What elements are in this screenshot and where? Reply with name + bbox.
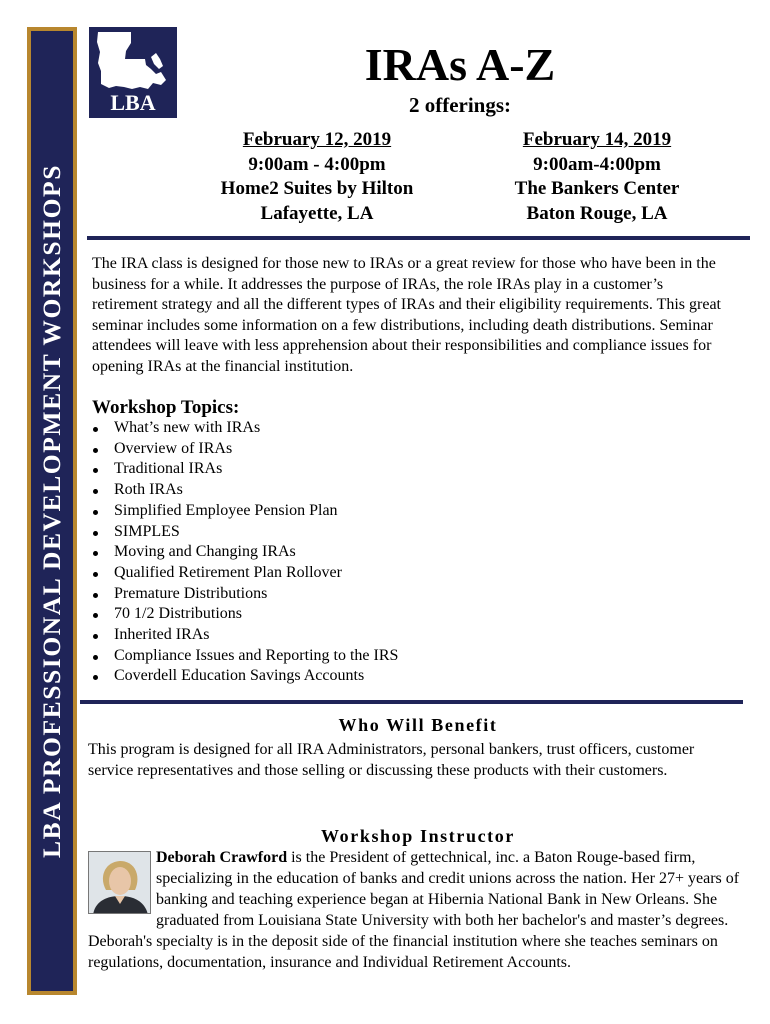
offering-date: February 12, 2019: [242, 129, 392, 150]
benefit-paragraph: This program is designed for all IRA Administrators, personal bankers, trust officers, customer service representatives and those selling or discussing these products with their customers.: [88, 741, 695, 779]
offering-city: Baton Rouge, LA: [526, 202, 668, 224]
offering-lafayette: [192, 128, 442, 226]
list-item: Overview of IRAs: [92, 439, 612, 460]
offering-baton-rouge: [472, 128, 722, 226]
list-item: Traditional IRAs: [92, 459, 612, 480]
sidebar-banner: [27, 27, 77, 995]
offering-venue: Home2 Suites by Hilton: [220, 178, 414, 199]
list-item: Qualified Retirement Plan Rollover: [92, 563, 612, 584]
list-item: What’s new with IRAs: [92, 418, 612, 439]
instructor-bio: [88, 848, 742, 973]
list-item: Compliance Issues and Reporting to the IRS: [92, 646, 612, 667]
page-title: IRAs A-Z: [364, 39, 556, 90]
list-item: Moving and Changing IRAs: [92, 542, 612, 563]
topics-heading: Workshop Topics:: [92, 397, 240, 418]
list-item: 70 1/2 Distributions: [92, 604, 612, 625]
offering-date: February 14, 2019: [522, 129, 672, 150]
offering-venue: The Bankers Center: [514, 178, 680, 199]
photo-spacer: [88, 848, 156, 924]
list-item: Simplified Employee Pension Plan: [92, 501, 612, 522]
list-item: SIMPLES: [92, 522, 612, 543]
logo-text: LBA: [110, 90, 156, 115]
intro-paragraph: The IRA class is designed for those new to IRAs or a great review for those who have been in the business for a while. It addresses the purpose of IRAs, the role IRAs play in a customer’s retirement strategy and all the different types of IRAs and their eligibility requirements. This great seminar includes some information on a few distributions, including death distributions. Seminar attendees will leave with less apprehension about their responsibilities and compliance issues for opening IRAs at the financial institution.: [92, 255, 721, 375]
list-item: Roth IRAs: [92, 480, 612, 501]
section-divider: [80, 700, 743, 704]
page-subtitle: 2 offerings:: [408, 93, 512, 117]
header-divider: [87, 236, 750, 240]
list-item: Premature Distributions: [92, 584, 612, 605]
topics-list: [92, 418, 612, 687]
instructor-name: Deborah Crawford: [156, 849, 288, 866]
offering-city: Lafayette, LA: [260, 202, 374, 224]
instructor-heading: Workshop Instructor: [321, 826, 515, 846]
instructor-bio-text: is the President of gettechnical, inc. a Baton Rouge-based firm, specializing in the education of banks and credit unions across the nation. Her 27+ years of banking and teaching experience began at Hibernia National Bank in New Orleans. She graduated from Louisiana State University with both her bachelor's and master’s degrees. Deborah's specialty is in the deposit side of the financial institution where she teaches seminars on regulations, documentation, insurance and Individual Retirement Accounts.: [88, 849, 740, 971]
list-item: Coverdell Education Savings Accounts: [92, 666, 612, 687]
lba-logo: [89, 27, 177, 118]
sidebar-title: LBA PROFESSIONAL DEVELOPMENT WORKSHOPS: [37, 164, 66, 858]
offering-time: 9:00am-4:00pm: [533, 153, 661, 175]
list-item: Inherited IRAs: [92, 625, 612, 646]
benefit-heading: Who Will Benefit: [338, 715, 498, 735]
offering-time: 9:00am - 4:00pm: [248, 153, 386, 175]
